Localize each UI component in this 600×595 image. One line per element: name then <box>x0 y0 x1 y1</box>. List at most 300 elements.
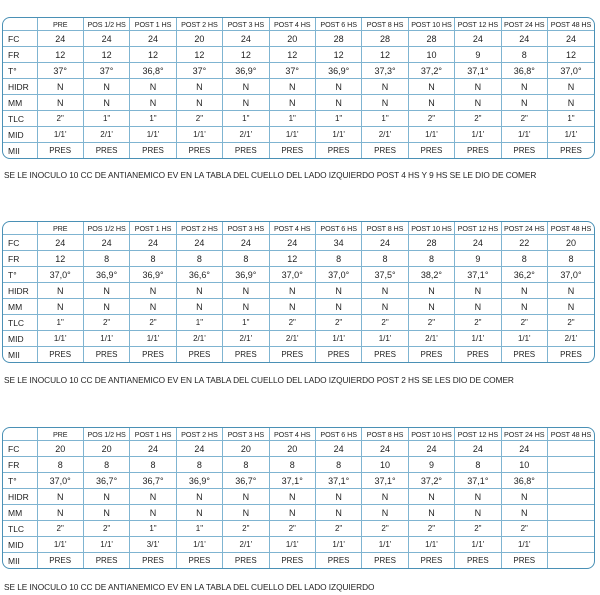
row-label: FC <box>3 31 37 47</box>
table-cell: N <box>315 95 361 111</box>
table-cell: 24 <box>501 441 547 457</box>
table-cell: 8 <box>130 457 176 473</box>
table-cell: 24 <box>223 31 269 47</box>
table-cell: 24 <box>408 441 454 457</box>
table-cell: 2" <box>37 111 83 127</box>
table-cell: PRES <box>408 347 454 363</box>
table-row <box>3 95 594 111</box>
table-row <box>3 63 594 79</box>
table-row <box>3 47 594 63</box>
table-cell: 37,2° <box>408 63 454 79</box>
table-cell: 28 <box>362 31 408 47</box>
table-cell: 1/1' <box>362 537 408 553</box>
row-label: MID <box>3 331 37 347</box>
table-cell: N <box>501 283 547 299</box>
column-header: POST 6 HS <box>315 222 361 235</box>
table-cell: 12 <box>223 47 269 63</box>
table-cell: N <box>130 283 176 299</box>
table-cell: N <box>362 283 408 299</box>
table-cell: 10 <box>362 457 408 473</box>
column-header: POST 4 HS <box>269 18 315 31</box>
table-row <box>3 473 594 489</box>
table-cell: 8 <box>176 251 222 267</box>
table-cell: 36,8° <box>501 63 547 79</box>
column-header: POS 1/2 HS <box>83 428 129 441</box>
table-cell: N <box>408 79 454 95</box>
table-cell: PRES <box>130 553 176 569</box>
table-cell: 1" <box>37 315 83 331</box>
table-cell: N <box>269 95 315 111</box>
table-cell: 1/1' <box>83 331 129 347</box>
table-cell: 12 <box>547 47 594 63</box>
table-cell: PRES <box>83 347 129 363</box>
table-cell: N <box>362 489 408 505</box>
table-row <box>3 251 594 267</box>
table-cell: N <box>269 505 315 521</box>
column-header: POST 6 HS <box>315 428 361 441</box>
table-cell: 1/1' <box>455 127 501 143</box>
table-cell: N <box>501 299 547 315</box>
table-cell: 2" <box>547 315 594 331</box>
table-cell: 9 <box>455 251 501 267</box>
table-cell: N <box>315 283 361 299</box>
table-cell: N <box>408 95 454 111</box>
table-cell: 12 <box>315 47 361 63</box>
table-cell: N <box>362 299 408 315</box>
vitals-table-1 <box>3 18 594 158</box>
table-cell: N <box>83 299 129 315</box>
table-cell: PRES <box>269 347 315 363</box>
table-cell: PRES <box>37 143 83 159</box>
table-cell: 1/1' <box>269 127 315 143</box>
table-cell: 2" <box>83 315 129 331</box>
row-label: TLC <box>3 111 37 127</box>
table-cell: PRES <box>408 143 454 159</box>
table-cell: PRES <box>130 143 176 159</box>
table-cell: 8 <box>501 47 547 63</box>
table-cell: N <box>37 95 83 111</box>
table-cell: PRES <box>269 553 315 569</box>
table-row <box>3 267 594 283</box>
column-header: POST 12 HS <box>455 222 501 235</box>
row-label: MII <box>3 347 37 363</box>
table-cell: 1/1' <box>501 537 547 553</box>
header-row <box>3 428 594 441</box>
table-cell: N <box>547 79 594 95</box>
table-cell: N <box>455 505 501 521</box>
table-cell: PRES <box>223 553 269 569</box>
table-cell: 1/1' <box>176 127 222 143</box>
vitals-table-3-container <box>2 427 595 569</box>
table-cell: PRES <box>560 146 582 155</box>
table-cell: 8 <box>223 457 269 473</box>
table-cell: 24 <box>130 235 176 251</box>
column-header: POST 8 HS <box>362 428 408 441</box>
table-cell: N <box>315 79 361 95</box>
vitals-table-2 <box>3 222 594 362</box>
vitals-table-2-container <box>2 221 595 363</box>
table-cell: 24 <box>130 31 176 47</box>
table-cell: N <box>176 505 222 521</box>
table-cell: PRES <box>408 553 454 569</box>
table-cell: 36,9° <box>176 473 222 489</box>
table-cell: N <box>223 79 269 95</box>
column-header: POST 2 HS <box>176 222 222 235</box>
table-cell: N <box>37 283 83 299</box>
table-row <box>3 283 594 299</box>
table-cell: 24 <box>547 31 594 47</box>
table-cell: 24 <box>315 441 361 457</box>
table-cell: 1/1' <box>83 537 129 553</box>
table-cell: N <box>269 489 315 505</box>
table-row <box>3 505 594 521</box>
table-cell: 2" <box>315 315 361 331</box>
table-cell: 20 <box>37 441 83 457</box>
table-cell: 1/1' <box>501 127 547 143</box>
table-cell: 12 <box>269 47 315 63</box>
table-cell: 37,1° <box>315 473 361 489</box>
table-cell: N <box>408 505 454 521</box>
table-cell: N <box>315 505 361 521</box>
column-header: POST 48 HS <box>547 428 594 441</box>
table-cell: 37,0° <box>547 267 594 283</box>
table-cell: 24 <box>362 441 408 457</box>
row-label: MII <box>3 143 37 159</box>
table-cell: 2" <box>362 521 408 537</box>
table-cell: 2" <box>315 521 361 537</box>
table-cell: 37,0° <box>547 63 594 79</box>
table-cell: PRES <box>501 143 547 159</box>
table-cell: PRES <box>176 553 222 569</box>
table-cell: 24 <box>362 235 408 251</box>
table-cell: 2" <box>269 521 315 537</box>
table-cell: PRES <box>455 143 501 159</box>
table-cell: 1" <box>130 111 176 127</box>
row-label: FR <box>3 47 37 63</box>
row-label: MM <box>3 95 37 111</box>
table-cell: 20 <box>83 441 129 457</box>
table-cell: 1/1' <box>501 331 547 347</box>
table-cell: PRES <box>362 347 408 363</box>
column-header: POST 10 HS <box>408 18 454 31</box>
table-cell <box>547 521 594 537</box>
table-cell: PRES <box>37 347 83 363</box>
table-cell: PRES <box>269 143 315 159</box>
table-cell: 34 <box>315 235 361 251</box>
table-cell: N <box>362 79 408 95</box>
table-cell: N <box>83 95 129 111</box>
table-cell: PRES <box>130 347 176 363</box>
table-cell: 2" <box>223 521 269 537</box>
column-header: POST 3 HS <box>223 222 269 235</box>
table-cell: 37,1° <box>455 63 501 79</box>
table-cell: 24 <box>455 31 501 47</box>
table-cell: 1/1' <box>176 537 222 553</box>
table-cell: PRES <box>223 143 269 159</box>
table-cell: 36,2° <box>501 267 547 283</box>
table-cell: PRES <box>83 553 129 569</box>
table-cell: 37° <box>269 63 315 79</box>
table-cell: N <box>455 489 501 505</box>
table-cell: PRES <box>501 553 547 569</box>
table-cell <box>547 505 594 521</box>
table-cell: 12 <box>130 47 176 63</box>
table-cell: PRES <box>362 143 408 159</box>
table-cell: 2" <box>408 315 454 331</box>
table-cell: 36,8° <box>130 63 176 79</box>
table-cell: 2" <box>455 521 501 537</box>
column-header: PRE <box>37 222 83 235</box>
table-row <box>3 31 594 47</box>
table-row <box>3 143 594 159</box>
table-cell: 1/1' <box>37 331 83 347</box>
table-cell: N <box>83 489 129 505</box>
row-label: HIDR <box>3 283 37 299</box>
table-cell: 8 <box>408 251 454 267</box>
vitals-table-1-frame <box>2 17 595 159</box>
column-header: POS 1/2 HS <box>83 18 129 31</box>
table-cell: 1/1' <box>362 331 408 347</box>
row-label: FR <box>3 457 37 473</box>
corner-cell <box>3 222 37 235</box>
table-cell: 37,0° <box>315 267 361 283</box>
table-cell: N <box>83 283 129 299</box>
table-cell: N <box>37 489 83 505</box>
table-cell: 8 <box>223 251 269 267</box>
table-cell: PRES <box>362 553 408 569</box>
table-cell: 3/1' <box>130 537 176 553</box>
row-label: HIDR <box>3 79 37 95</box>
table-cell: N <box>547 283 594 299</box>
table-cell: N <box>130 95 176 111</box>
table-cell <box>547 553 594 569</box>
table-cell: 10 <box>501 457 547 473</box>
table-cell: N <box>547 299 594 315</box>
table-cell: 1" <box>315 111 361 127</box>
table-cell: N <box>455 79 501 95</box>
table-cell: 2" <box>269 315 315 331</box>
table-cell: N <box>547 95 594 111</box>
table-cell: 20 <box>547 235 594 251</box>
table-cell: PRES <box>37 553 83 569</box>
table-cell: PRES <box>176 143 222 159</box>
table-row <box>3 521 594 537</box>
table-row <box>3 537 594 553</box>
table-cell: N <box>37 79 83 95</box>
table-cell: 8 <box>37 457 83 473</box>
table-cell: 2/1' <box>223 127 269 143</box>
table-cell: N <box>315 489 361 505</box>
table-cell: 2/1' <box>223 331 269 347</box>
table-cell: 12 <box>176 47 222 63</box>
table-cell: N <box>130 489 176 505</box>
table-cell: 36,8° <box>501 473 547 489</box>
table-cell: 1/1' <box>315 537 361 553</box>
table-cell: N <box>408 489 454 505</box>
table-cell: 12 <box>37 47 83 63</box>
column-header: POST 2 HS <box>176 428 222 441</box>
table-cell: 2" <box>455 315 501 331</box>
table-cell: 2" <box>408 521 454 537</box>
table-cell: 37,0° <box>37 473 83 489</box>
table-cell: 20 <box>223 441 269 457</box>
table-cell: 2/1' <box>547 331 594 347</box>
table-cell: N <box>223 299 269 315</box>
table-cell: PRES <box>176 347 222 363</box>
table-cell: 2/1' <box>176 331 222 347</box>
column-header: POS 1/2 HS <box>83 222 129 235</box>
table-cell: N <box>223 505 269 521</box>
column-header: POST 24 HS <box>501 428 547 441</box>
table-cell <box>547 489 594 505</box>
table-cell: 38,2° <box>408 267 454 283</box>
table-cell: 36,7° <box>223 473 269 489</box>
table-cell: 24 <box>501 31 547 47</box>
table-cell: 1/1' <box>455 537 501 553</box>
table-cell: PRES <box>83 143 129 159</box>
corner-cell <box>3 18 37 31</box>
table-cell: 28 <box>408 235 454 251</box>
column-header: POST 1 HS <box>130 222 176 235</box>
table-cell: N <box>176 489 222 505</box>
table-row <box>3 235 594 251</box>
table-cell: 20 <box>269 31 315 47</box>
table-cell: 1" <box>130 521 176 537</box>
table-cell: 24 <box>176 235 222 251</box>
table-row <box>3 299 594 315</box>
table-cell: 24 <box>130 441 176 457</box>
table-row <box>3 127 594 143</box>
row-label: MII <box>3 553 37 569</box>
table-cell: N <box>176 283 222 299</box>
table-cell: 24 <box>83 235 129 251</box>
table-cell: 28 <box>408 31 454 47</box>
table-cell: 36,9° <box>130 267 176 283</box>
table-cell: 2/1' <box>269 331 315 347</box>
table-cell: N <box>83 79 129 95</box>
table-cell: 8 <box>362 251 408 267</box>
table-cell: N <box>362 505 408 521</box>
table-cell: PRES <box>223 347 269 363</box>
column-header: POST 24 HS <box>501 18 547 31</box>
table-cell: 8 <box>83 457 129 473</box>
table-row <box>3 553 594 569</box>
table-cell: 1" <box>547 111 594 127</box>
table-cell: 36,7° <box>83 473 129 489</box>
table-cell: 2" <box>130 315 176 331</box>
table-cell: 2" <box>501 521 547 537</box>
table-cell: 24 <box>37 31 83 47</box>
table-cell: 24 <box>176 441 222 457</box>
table-cell: 37,1° <box>455 267 501 283</box>
column-header: POST 4 HS <box>269 222 315 235</box>
table-row <box>3 489 594 505</box>
table-cell: N <box>130 299 176 315</box>
table-cell: 1/1' <box>455 331 501 347</box>
table-cell: 2/1' <box>362 127 408 143</box>
table-cell: N <box>176 95 222 111</box>
table-cell: N <box>408 283 454 299</box>
vitals-note-2: SE LE INOCULO 10 CC DE ANTIANEMICO EV EN LA TABLA DEL CUELLO DEL LADO IZQUIERDO POST 2 HS SE LES DIO DE COMER <box>4 375 514 385</box>
table-cell: PRES <box>455 347 501 363</box>
table-cell: N <box>269 283 315 299</box>
table-cell: N <box>315 299 361 315</box>
table-cell: 36,7° <box>130 473 176 489</box>
vitals-table-2-frame <box>2 221 595 363</box>
table-cell: N <box>223 489 269 505</box>
table-cell: 8 <box>130 251 176 267</box>
row-label: TLC <box>3 521 37 537</box>
table-cell: 2" <box>362 315 408 331</box>
row-label: TLC <box>3 315 37 331</box>
table-cell: 1" <box>83 111 129 127</box>
table-cell: 36,9° <box>83 267 129 283</box>
table-cell: 9 <box>408 457 454 473</box>
table-cell: 2" <box>501 315 547 331</box>
column-header: POST 3 HS <box>223 428 269 441</box>
column-header: POST 24 HS <box>501 222 547 235</box>
column-header: POST 1 HS <box>130 18 176 31</box>
table-cell: 1" <box>269 111 315 127</box>
table-cell: 20 <box>269 441 315 457</box>
column-header: POST 10 HS <box>408 222 454 235</box>
table-cell: 8 <box>176 457 222 473</box>
column-header: POST 10 HS <box>408 428 454 441</box>
table-cell: PRES <box>560 350 582 359</box>
table-cell: 12 <box>269 251 315 267</box>
row-label: FR <box>3 251 37 267</box>
table-cell: N <box>501 489 547 505</box>
vitals-table-3-frame <box>2 427 595 569</box>
table-cell: PRES <box>315 553 361 569</box>
table-cell: 36,9° <box>223 267 269 283</box>
table-cell: 8 <box>269 457 315 473</box>
table-cell: 28 <box>315 31 361 47</box>
table-cell: N <box>501 79 547 95</box>
table-cell: PRES <box>315 143 361 159</box>
table-row <box>3 347 594 363</box>
table-cell: N <box>455 95 501 111</box>
table-cell: 8 <box>455 457 501 473</box>
column-header: POST 1 HS <box>130 428 176 441</box>
corner-cell <box>3 428 37 441</box>
table-cell: 2" <box>83 521 129 537</box>
row-label: HIDR <box>3 489 37 505</box>
table-row <box>3 441 594 457</box>
table-cell: 1/1' <box>547 127 594 143</box>
table-cell: N <box>176 299 222 315</box>
table-cell: 8 <box>501 251 547 267</box>
table-cell: 37,5° <box>362 267 408 283</box>
row-label: MID <box>3 537 37 553</box>
table-cell: 2/1' <box>408 331 454 347</box>
vitals-table-3 <box>3 428 594 568</box>
row-label: MM <box>3 299 37 315</box>
table-cell: 24 <box>269 235 315 251</box>
table-cell: 1/1' <box>269 537 315 553</box>
table-cell: 24 <box>455 235 501 251</box>
table-cell: N <box>269 79 315 95</box>
row-label: T° <box>3 63 37 79</box>
table-cell: 8 <box>83 251 129 267</box>
table-cell: 2/1' <box>223 537 269 553</box>
table-cell: 1" <box>223 111 269 127</box>
table-cell: N <box>501 505 547 521</box>
table-cell: 1/1' <box>130 331 176 347</box>
table-cell: N <box>362 95 408 111</box>
table-cell: 24 <box>223 235 269 251</box>
column-header: POST 6 HS <box>315 18 361 31</box>
